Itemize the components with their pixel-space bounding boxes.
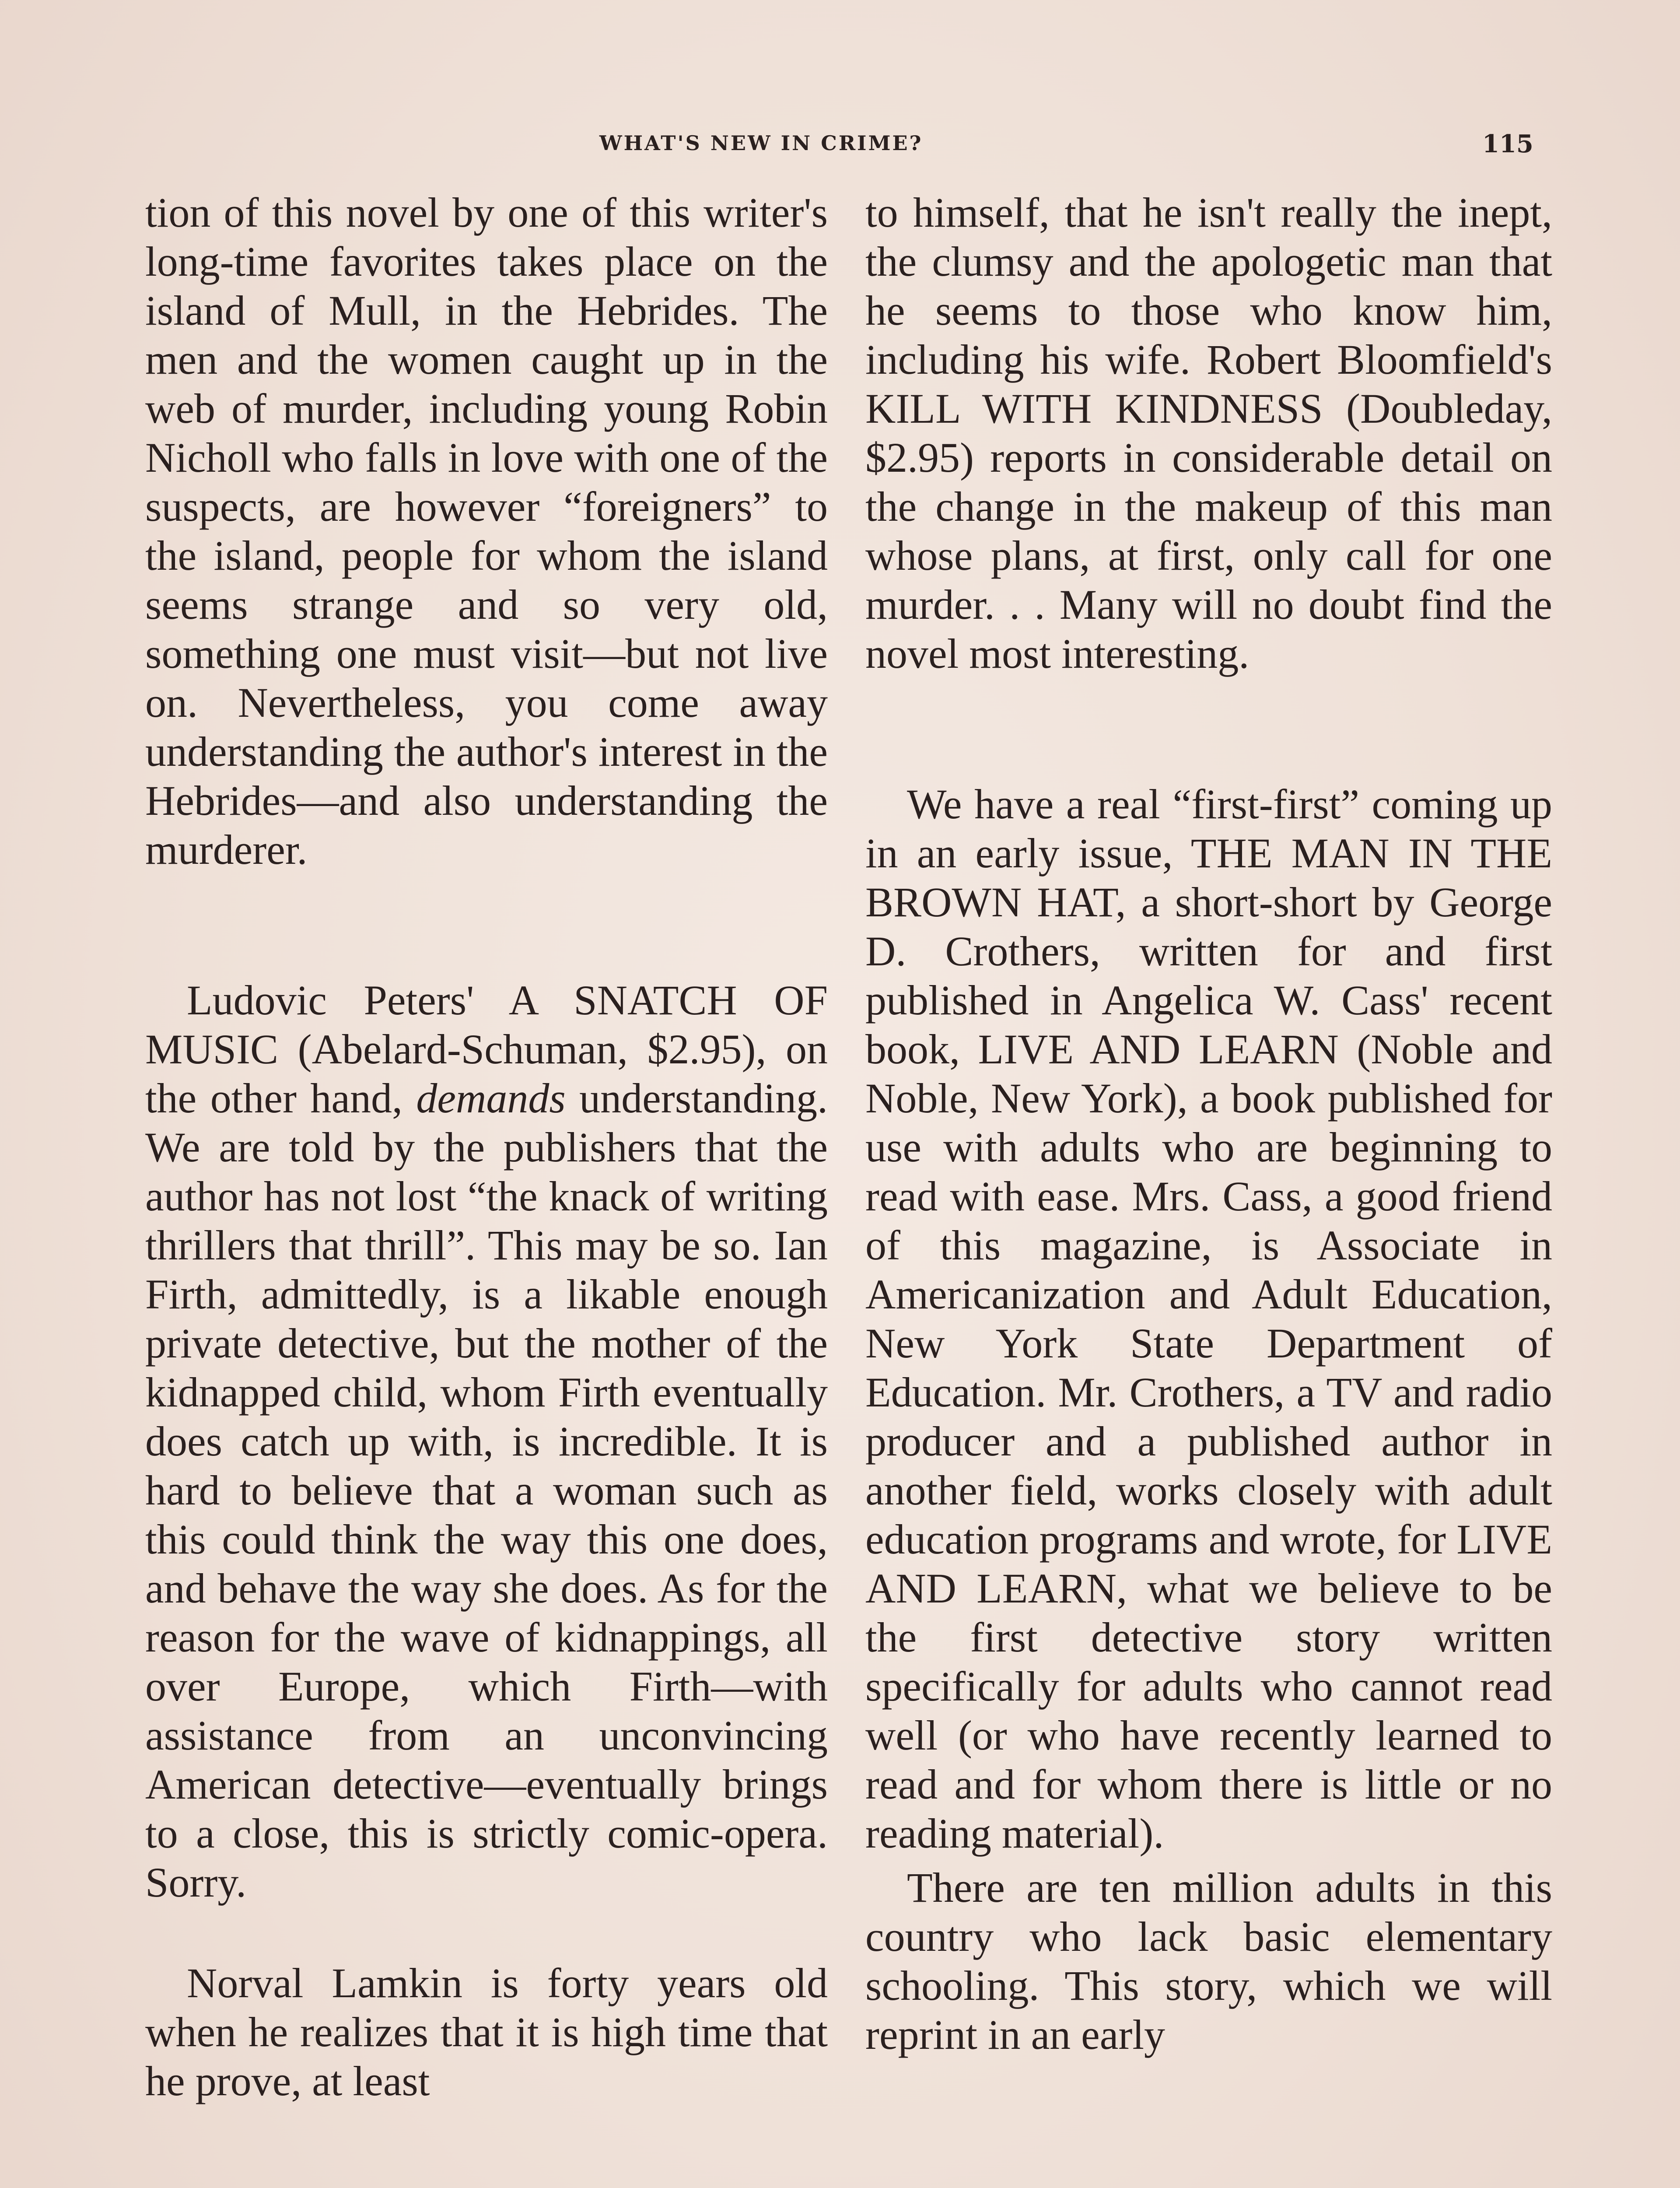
paragraph: We have a real “first-first” coming up in an early issue, THE MAN IN THE BROWN HAT, a short-short by George D. Crothers, written for and first published in Angelica W. Cass' recent book, LIVE AND LEARN (Noble and Noble, New York), a book published for use with adults who are beginning to read with ease. Mrs. Cass, a good friend of this magazine, is Associate in Americanization and Adult Education, New York State Department of Education. Mr. Crothers, a TV and radio producer and a published author in another field, works closely with adult education programs and wrote, for LIVE AND LEARN, what we believe to be the first detective story written specifically for adults who cannot read well (or who have recently learned to read and for whom there is little or no reading material). [865, 781, 1552, 1857]
running-head: WHAT'S NEW IN CRIME? [599, 131, 923, 155]
paragraph [145, 976, 828, 1907]
italic-word: demands [416, 1075, 566, 1122]
paragraph-text: Ludovic Peters' A SNATCH OF MUSIC (Abelard-Schuman, $2.95), on the other hand, [145, 977, 828, 1122]
page-number: 115 [1482, 130, 1533, 158]
right-column [865, 188, 1552, 2059]
paragraph: tion of this novel by one of this writer's long-time favorites takes place on the island of Mull, in the Hebrides. The men and the women caught up in the web of murder, including young Robin Nicholl who falls in love with one of the suspects, are however “foreigners” to the island, people for whom the island seems strange and so very old, something one must visit—but not live on. Nevertheless, you come away understanding the author's interest in the Hebrides—and also understanding the murderer. [145, 189, 828, 873]
left-column [145, 188, 828, 2106]
paragraph: Norval Lamkin is forty years old when he realizes that it is high time that he prove, at least [145, 1960, 828, 2104]
paragraph-text: understanding. We are told by the publishers that the author has not lost “the knack of writing thrillers that thrill”. This may be so. Ian Firth, admittedly, is a likable enough private detective, but the mother of the kidnapped child, whom Firth eventually does catch up with, is incredible. It is hard to believe that a woman such as this could think the way this one does, and behave the way she does. As for the reason for the wave of kidnappings, all over Europe, which Firth—with assistance from an unconvincing American detective—eventually brings to a close, this is strictly comic-opera. Sorry. [145, 1075, 828, 1906]
paragraph: to himself, that he isn't really the inept, the clumsy and the apologetic man that he seems to those who know him, including his wife. Robert Bloomfield's KILL WITH KINDNESS (Doubleday, $2.95) reports in considerable detail on the change in the makeup of this man whose plans, at first, only call for one murder. . . Many will no doubt find the novel most interesting. [865, 189, 1552, 677]
paragraph: There are ten million adults in this country who lack basic elementary schooling. This story, which we will reprint in an early [865, 1864, 1552, 2058]
